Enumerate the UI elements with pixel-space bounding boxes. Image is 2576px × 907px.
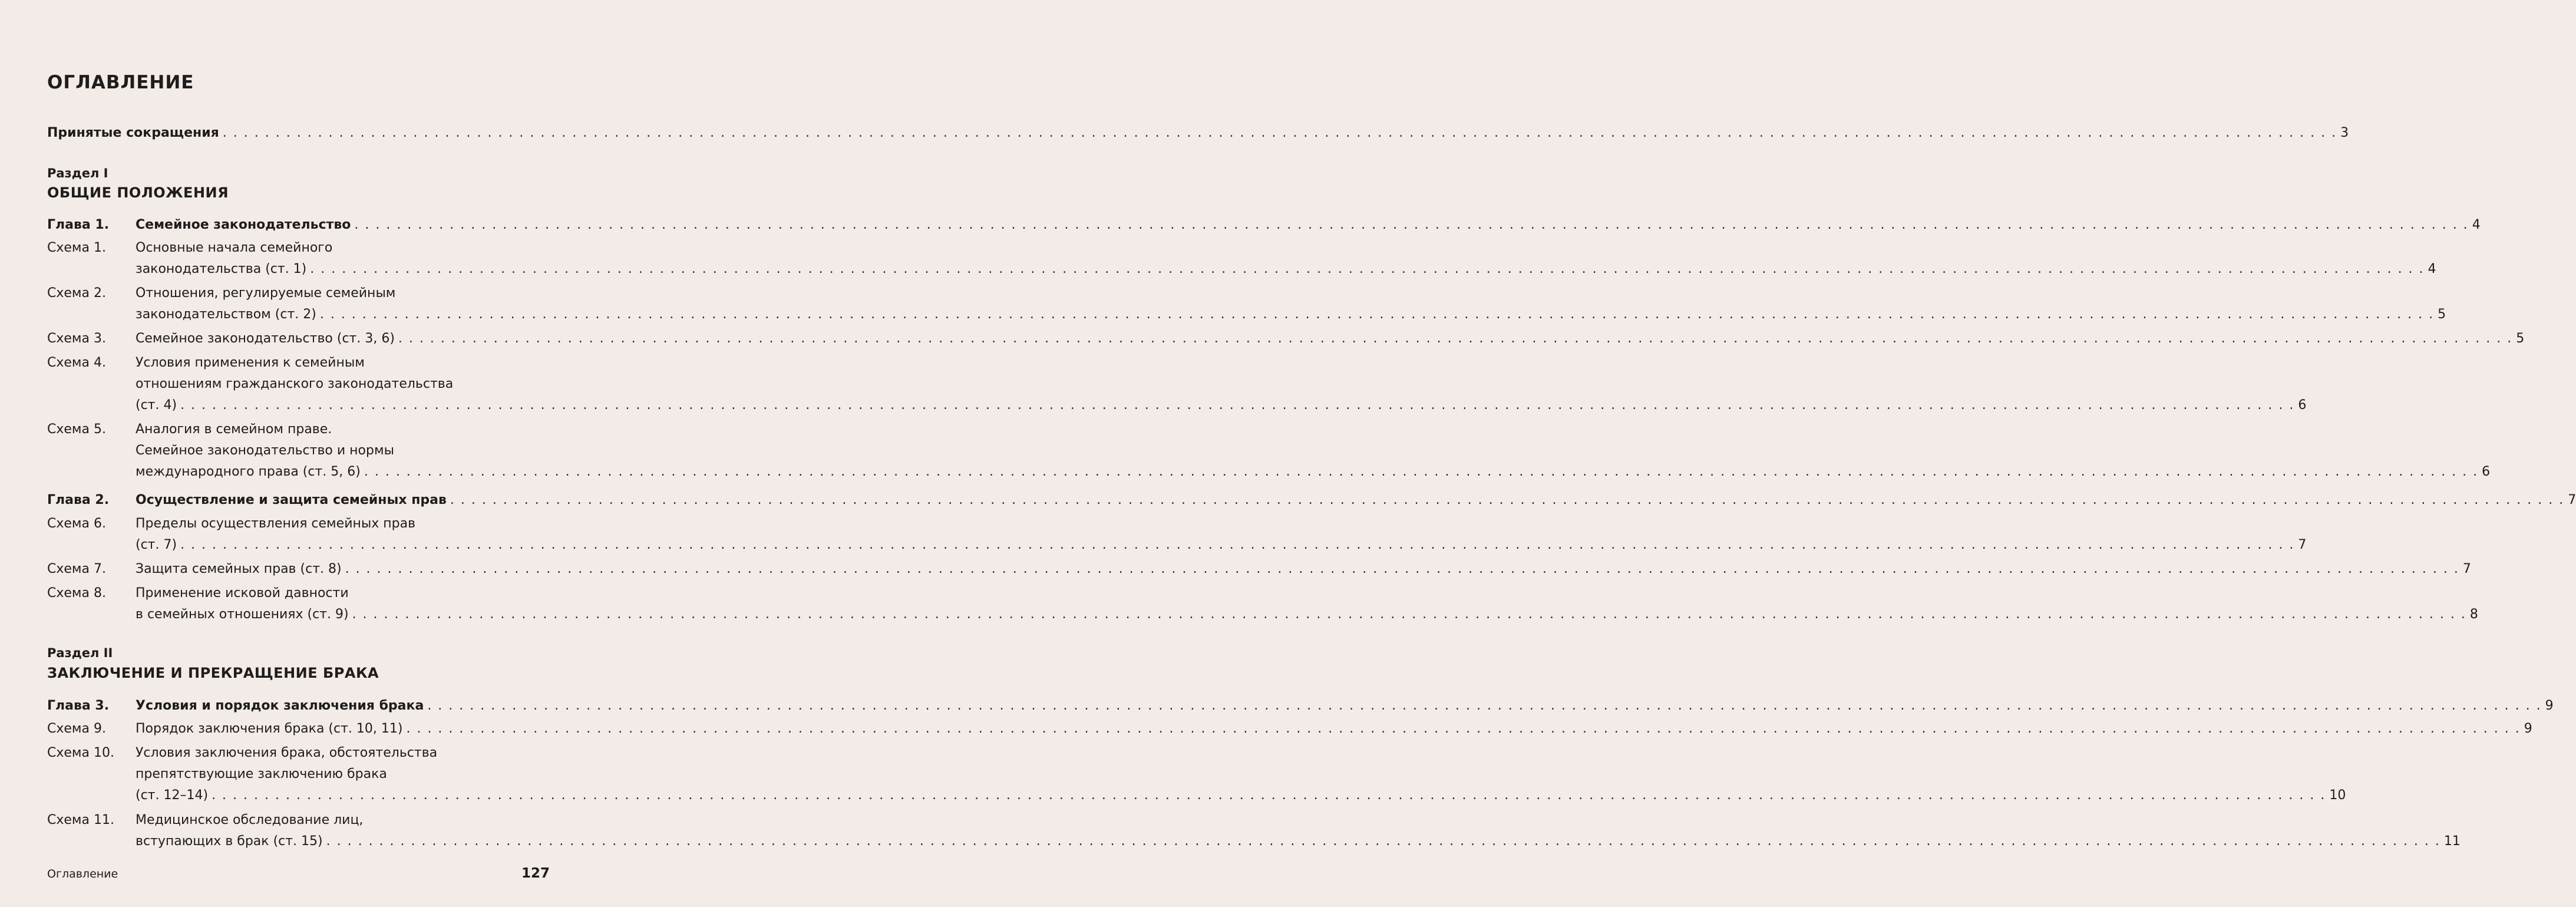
toc-entry-label: Схема 2. bbox=[47, 286, 106, 301]
toc-page-number: 10 bbox=[2329, 788, 2346, 803]
toc-entry-label: Схема 11. bbox=[47, 813, 114, 827]
toc-leader-dots: . . . . . . . . . . . . . . . . . . . . . . . . . . . . . . . . . . . . . . . . . . . . . . . . . . . . . . . . . . . . . . . . . . . . . . . . . . . . . . . . . . . . . . . . . . . . . . . . . . . . . . . . . . . . . . . . . . . . . . . . . . . . . . . . . . . . . . . . . . . . . . . . . . . . . . . . . . . . . . . . . . . . . . . . . . . . . . . . . . . . . . . . . . . . . . . . . . . . . . . . bbox=[352, 607, 2466, 622]
toc-page-number: 11 bbox=[2443, 834, 2461, 849]
toc-scheme-entry bbox=[47, 810, 2461, 852]
toc-entry-text: Семейное законодательство и нормы bbox=[136, 443, 394, 458]
toc-leader-dots: . . . . . . . . . . . . . . . . . . . . . . . . . . . . . . . . . . . . . . . . . . . . . . . . . . . . . . . . . . . . . . . . . . . . . . . . . . . . . . . . . . . . . . . . . . . . . . . . . . . . . . . . . . . . . . . . . . . . . . . . . . . . . . . . . . . . . . . . . . . . . . . . . . . . . . . . . . . . . . . . . . . . . . . . . . . . . . . . . . . . . . . . . . . . . . . . . . . . . . . . bbox=[406, 721, 2521, 736]
toc-entry-label: Схема 8. bbox=[47, 586, 106, 601]
toc-leader-dots: . . . . . . . . . . . . . . . . . . . . . . . . . . . . . . . . . . . . . . . . . . . . . . . . . . . . . . . . . . . . . . . . . . . . . . . . . . . . . . . . . . . . . . . . . . . . . . . . . . . . . . . . . . . . . . . . . . . . . . . . . . . . . . . . . . . . . . . . . . . . . . . . . . . . . . . . . . . . . . . . . . . . . . . . . . . . . . . . . . . . . . . . . . . . . . . . . . . . . . . . bbox=[319, 307, 2435, 322]
toc-entry-text: препятствующие заключению брака bbox=[136, 767, 387, 781]
section-label: Раздел I bbox=[47, 166, 108, 180]
toc-entry-text: Осуществление и защита семейных прав bbox=[136, 493, 447, 507]
toc-entry-text: законодательством (ст. 2) bbox=[136, 307, 316, 322]
toc-entry-label: Схема 4. bbox=[47, 355, 106, 370]
toc-scheme-entry bbox=[47, 513, 2307, 556]
toc-leader-dots: . . . . . . . . . . . . . . . . . . . . . . . . . . . . . . . . . . . . . . . . . . . . . . . . . . . . . . . . . . . . . . . . . . . . . . . . . . . . . . . . . . . . . . . . . . . . . . . . . . . . . . . . . . . . . . . . . . . . . . . . . . . . . . . . . . . . . . . . . . . . . . . . . . . . . . . . . . . . . . . . . . . . . . . . . . . . . . . . . . . . . . . . . . . . . . . . . . . . . . . . bbox=[326, 834, 2440, 849]
toc-entry-text: Медицинское обследование лиц, bbox=[136, 813, 364, 827]
toc-entry-label: Схема 5. bbox=[47, 422, 106, 437]
toc-leader-dots: . . . . . . . . . . . . . . . . . . . . . . . . . . . . . . . . . . . . . . . . . . . . . . . . . . . . . . . . . . . . . . . . . . . . . . . . . . . . . . . . . . . . . . . . . . . . . . . . . . . . . . . . . . . . . . . . . . . . . . . . . . . . . . . . . . . . . . . . . . . . . . . . . . . . . . . . . . . . . . . . . . . . . . . . . . . . . . . . . . . . . . . . . . . . . . . . . . . . . . . . bbox=[450, 493, 2565, 507]
toc-page-number: 4 bbox=[2472, 217, 2481, 232]
toc-leader-dots: . . . . . . . . . . . . . . . . . . . . . . . . . . . . . . . . . . . . . . . . . . . . . . . . . . . . . . . . . . . . . . . . . . . . . . . . . . . . . . . . . . . . . . . . . . . . . . . . . . . . . . . . . . . . . . . . . . . . . . . . . . . . . . . . . . . . . . . . . . . . . . . . . . . . . . . . . . . . . . . . . . . . . . . . . . . . . . . . . . . . . . . . . . . . . . . . . . . . . . . . bbox=[180, 537, 2295, 552]
section-label: Раздел II bbox=[47, 646, 113, 660]
toc-entry-text: Защита семейных прав (ст. 8) bbox=[136, 562, 342, 576]
toc-page-number: 8 bbox=[2469, 607, 2478, 622]
toc-scheme-entry bbox=[47, 283, 2446, 325]
toc-scheme-entry bbox=[47, 583, 2478, 625]
page-title: ОГЛАВЛЕНИЕ bbox=[47, 72, 194, 93]
toc-leader-dots: . . . . . . . . . . . . . . . . . . . . . . . . . . . . . . . . . . . . . . . . . . . . . . . . . . . . . . . . . . . . . . . . . . . . . . . . . . . . . . . . . . . . . . . . . . . . . . . . . . . . . . . . . . . . . . . . . . . . . . . . . . . . . . . . . . . . . . . . . . . . . . . . . . . . . . . . . . . . . . . . . . . . . . . . . . . . . . . . . . . . . . . . . . . . . . . . . . . . . . . . bbox=[222, 126, 2337, 140]
section-title: ЗАКЛЮЧЕНИЕ И ПРЕКРАЩЕНИЕ БРАКА bbox=[47, 665, 379, 681]
toc-entry-text: Отношения, регулируемые семейным bbox=[136, 286, 396, 301]
toc-leader-dots: . . . . . . . . . . . . . . . . . . . . . . . . . . . . . . . . . . . . . . . . . . . . . . . . . . . . . . . . . . . . . . . . . . . . . . . . . . . . . . . . . . . . . . . . . . . . . . . . . . . . . . . . . . . . . . . . . . . . . . . . . . . . . . . . . . . . . . . . . . . . . . . . . . . . . . . . . . . . . . . . . . . . . . . . . . . . . . . . . . . . . . . . . . . . . . . . . . . . . . . . bbox=[427, 698, 2542, 713]
toc-entry-text: Применение исковой давности bbox=[136, 586, 349, 601]
toc-entry-label: Схема 7. bbox=[47, 562, 106, 576]
toc-page-number: 3 bbox=[2340, 126, 2349, 140]
toc-page-number: 4 bbox=[2428, 262, 2436, 276]
toc-scheme-entry bbox=[47, 352, 2307, 416]
toc-leader-dots: . . . . . . . . . . . . . . . . . . . . . . . . . . . . . . . . . . . . . . . . . . . . . . . . . . . . . . . . . . . . . . . . . . . . . . . . . . . . . . . . . . . . . . . . . . . . . . . . . . . . . . . . . . . . . . . . . . . . . . . . . . . . . . . . . . . . . . . . . . . . . . . . . . . . . . . . . . . . . . . . . . . . . . . . . . . . . . . . . . . . . . . . . . . . . . . . . . . . . . . . bbox=[180, 398, 2295, 413]
toc-leader-dots: . . . . . . . . . . . . . . . . . . . . . . . . . . . . . . . . . . . . . . . . . . . . . . . . . . . . . . . . . . . . . . . . . . . . . . . . . . . . . . . . . . . . . . . . . . . . . . . . . . . . . . . . . . . . . . . . . . . . . . . . . . . . . . . . . . . . . . . . . . . . . . . . . . . . . . . . . . . . . . . . . . . . . . . . . . . . . . . . . . . . . . . . . . . . . . . . . . . . . . . . bbox=[354, 217, 2469, 232]
running-footer: Оглавление bbox=[47, 868, 118, 880]
toc-entry-label: Схема 6. bbox=[47, 516, 106, 531]
toc-chapter-entry bbox=[47, 695, 2554, 717]
toc-leader-dots: . . . . . . . . . . . . . . . . . . . . . . . . . . . . . . . . . . . . . . . . . . . . . . . . . . . . . . . . . . . . . . . . . . . . . . . . . . . . . . . . . . . . . . . . . . . . . . . . . . . . . . . . . . . . . . . . . . . . . . . . . . . . . . . . . . . . . . . . . . . . . . . . . . . . . . . . . . . . . . . . . . . . . . . . . . . . . . . . . . . . . . . . . . . . . . . . . . . . . . . . bbox=[310, 262, 2425, 276]
toc-entry-text: вступающих в брак (ст. 15) bbox=[136, 834, 323, 849]
toc-entry-label: Схема 9. bbox=[47, 721, 106, 736]
toc-entry-label: Глава 3. bbox=[47, 698, 110, 713]
toc-entry-text: Основные начала семейного bbox=[136, 240, 333, 255]
toc-entry-text: в семейных отношениях (ст. 9) bbox=[136, 607, 349, 622]
toc-entry-text: Пределы осуществления семейных прав bbox=[136, 516, 416, 531]
toc-scheme-entry bbox=[47, 743, 2346, 806]
toc-entry-text: Семейное законодательство bbox=[136, 217, 351, 232]
toc-entry-text: Порядок заключения брака (ст. 10, 11) bbox=[136, 721, 403, 736]
toc-entry-text: Условия применения к семейным bbox=[136, 355, 365, 370]
toc-entry-label: Схема 1. bbox=[47, 240, 106, 255]
toc-scheme-entry bbox=[47, 419, 2491, 483]
toc-chapter-entry bbox=[47, 215, 2481, 236]
toc-entry-label: Схема 3. bbox=[47, 331, 106, 346]
toc-entry-label: Схема 10. bbox=[47, 746, 114, 760]
section-title: ОБЩИЕ ПОЛОЖЕНИЯ bbox=[47, 184, 229, 201]
toc-entry-text: (ст. 12–14) bbox=[136, 788, 209, 803]
toc-leader-dots: . . . . . . . . . . . . . . . . . . . . . . . . . . . . . . . . . . . . . . . . . . . . . . . . . . . . . . . . . . . . . . . . . . . . . . . . . . . . . . . . . . . . . . . . . . . . . . . . . . . . . . . . . . . . . . . . . . . . . . . . . . . . . . . . . . . . . . . . . . . . . . . . . . . . . . . . . . . . . . . . . . . . . . . . . . . . . . . . . . . . . . . . . . . . . . . . . . . . . . . . bbox=[345, 562, 2459, 576]
toc-chapter-entry bbox=[47, 490, 2576, 511]
toc-entry-text: Условия и порядок заключения брака bbox=[136, 698, 424, 713]
toc-entry-label: Глава 1. bbox=[47, 217, 110, 232]
toc-entry-text: законодательства (ст. 1) bbox=[136, 262, 307, 276]
toc-entry-text: Условия заключения брака, обстоятельства bbox=[136, 746, 438, 760]
toc-entry-text: Аналогия в семейном праве. bbox=[136, 422, 332, 437]
toc-entry-text: Семейное законодательство (ст. 3, 6) bbox=[136, 331, 395, 346]
toc-entry-label: Глава 2. bbox=[47, 493, 110, 507]
toc-page-number: 9 bbox=[2545, 698, 2554, 713]
toc-entry-abbreviations bbox=[47, 123, 2349, 144]
toc-entry-text: Принятые сокращения bbox=[47, 126, 219, 140]
toc-leader-dots: . . . . . . . . . . . . . . . . . . . . . . . . . . . . . . . . . . . . . . . . . . . . . . . . . . . . . . . . . . . . . . . . . . . . . . . . . . . . . . . . . . . . . . . . . . . . . . . . . . . . . . . . . . . . . . . . . . . . . . . . . . . . . . . . . . . . . . . . . . . . . . . . . . . . . . . . . . . . . . . . . . . . . . . . . . . . . . . . . . . . . . . . . . . . . . . . . . . . . . . . bbox=[398, 331, 2513, 346]
toc-page-number: 7 bbox=[2462, 562, 2471, 576]
toc-page-number: 5 bbox=[2438, 307, 2446, 322]
toc-page-number: 7 bbox=[2568, 493, 2576, 507]
toc-entry-text: (ст. 7) bbox=[136, 537, 177, 552]
toc-entry-text: отношениям гражданского законодательства bbox=[136, 377, 454, 391]
toc-scheme-entry bbox=[47, 718, 2532, 740]
toc-scheme-entry bbox=[47, 328, 2525, 349]
toc-leader-dots: . . . . . . . . . . . . . . . . . . . . . . . . . . . . . . . . . . . . . . . . . . . . . . . . . . . . . . . . . . . . . . . . . . . . . . . . . . . . . . . . . . . . . . . . . . . . . . . . . . . . . . . . . . . . . . . . . . . . . . . . . . . . . . . . . . . . . . . . . . . . . . . . . . . . . . . . . . . . . . . . . . . . . . . . . . . . . . . . . . . . . . . . . . . . . . . . . . . . . . . . bbox=[364, 464, 2479, 479]
toc-scheme-entry bbox=[47, 559, 2471, 580]
toc-entry-text: международного права (ст. 5, 6) bbox=[136, 464, 361, 479]
page-number: 127 bbox=[521, 866, 550, 881]
toc-page-number: 7 bbox=[2298, 537, 2307, 552]
toc-page-number: 6 bbox=[2298, 398, 2307, 413]
toc-page-number: 6 bbox=[2482, 464, 2491, 479]
toc-leader-dots: . . . . . . . . . . . . . . . . . . . . . . . . . . . . . . . . . . . . . . . . . . . . . . . . . . . . . . . . . . . . . . . . . . . . . . . . . . . . . . . . . . . . . . . . . . . . . . . . . . . . . . . . . . . . . . . . . . . . . . . . . . . . . . . . . . . . . . . . . . . . . . . . . . . . . . . . . . . . . . . . . . . . . . . . . . . . . . . . . . . . . . . . . . . . . . . . . . . . . . . . bbox=[212, 788, 2326, 803]
toc-page-number: 9 bbox=[2524, 721, 2532, 736]
toc-scheme-entry bbox=[47, 238, 2436, 280]
toc-entry-text: (ст. 4) bbox=[136, 398, 177, 413]
toc-page-number: 5 bbox=[2516, 331, 2525, 346]
